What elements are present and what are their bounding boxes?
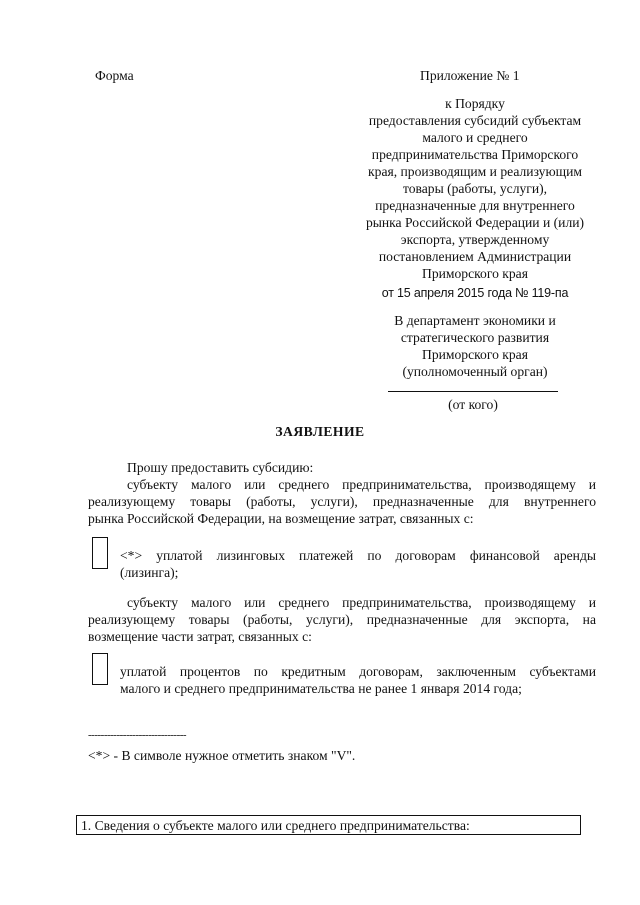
leasing-checkbox[interactable]	[92, 537, 108, 569]
export-paragraph	[88, 594, 596, 645]
footnote-text: <*> - В символе нужное отметить знаком "V".	[88, 748, 356, 763]
from-whom-caption: (от кого)	[448, 397, 498, 412]
addressee-block	[340, 312, 610, 380]
option-leasing	[120, 547, 596, 581]
order-line: предназначенные для внутреннего	[375, 198, 575, 213]
paragraph-line: возмещение части затрат, связанных с:	[88, 629, 312, 644]
order-line: товары (работы, услуги),	[402, 181, 548, 196]
form-label: Форма	[95, 68, 134, 83]
option-line: малого и среднего предпринимательства не ранее 1 января 2014 года;	[120, 681, 522, 696]
order-reference	[340, 95, 610, 282]
option-line: <*> уплатой лизинговых платежей по договорам финансовой аренды	[120, 548, 596, 563]
appendix-number: Приложение № 1	[420, 68, 520, 83]
intro-text: Прошу предоставить субсидию:	[127, 460, 314, 475]
option-line: (лизинга);	[120, 565, 179, 580]
decree-stamp: от 15 апреля 2015 года № 119-па	[381, 285, 569, 301]
paragraph-line: реализующему товары (работы, услуги), предназначенные для внутреннего	[88, 494, 596, 509]
domestic-paragraph	[88, 476, 596, 527]
order-line: предоставления субсидий субъектам	[368, 113, 582, 128]
order-line: края, производящим и реализующим	[368, 164, 582, 179]
option-credit	[120, 663, 596, 697]
document-title: ЗАЯВЛЕНИЕ	[275, 424, 365, 439]
addressee-line: Приморского края	[422, 347, 528, 362]
order-line: экспорта, утвержденному	[400, 232, 550, 247]
order-line: рынка Российской Федерации и (или)	[365, 215, 585, 230]
credit-interest-checkbox[interactable]	[92, 653, 108, 685]
addressee-line: В департамент экономики и	[394, 313, 556, 328]
paragraph-line: субъекту малого или среднего предпринимательства, производящему и	[127, 595, 596, 610]
order-line: к Порядку	[445, 96, 505, 111]
addressee-line: стратегического развития	[400, 330, 550, 345]
order-line: постановлением Администрации	[378, 249, 572, 264]
order-line: предпринимательства Приморского	[371, 147, 579, 162]
paragraph-line: реализующему товары (работы, услуги), предназначенные для экспорта, на	[88, 612, 596, 627]
section-1-title: 1. Сведения о субъекте малого или среднего предпринимательства:	[81, 818, 470, 833]
from-whom-line[interactable]	[388, 391, 558, 392]
addressee-line: (уполномоченный орган)	[402, 364, 548, 379]
section-1-frame	[76, 815, 581, 835]
paragraph-line: рынка Российской Федерации, на возмещение затрат, связанных с:	[88, 511, 474, 526]
order-line: малого и среднего	[422, 130, 528, 145]
option-line: уплатой процентов по кредитным договорам, заключенным субъектами	[120, 664, 596, 679]
footnote-separator: -------------------------------	[88, 729, 187, 741]
paragraph-line: субъекту малого или среднего предпринимательства, производящему и	[127, 477, 596, 492]
order-line: Приморского края	[422, 266, 528, 281]
